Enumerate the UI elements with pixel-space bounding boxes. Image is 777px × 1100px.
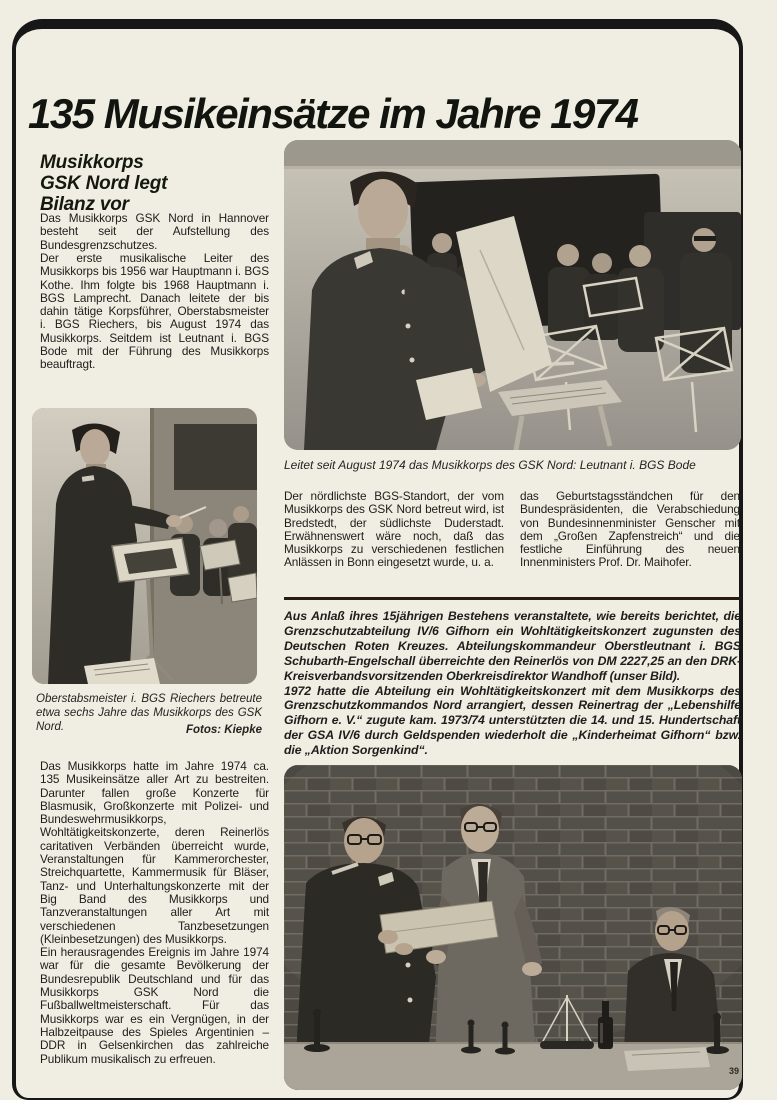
photo-riechers-illustration	[32, 408, 257, 684]
subheading-line-1: Musikkorps	[40, 151, 144, 173]
page-title: 135 Musikeinsätze im Jahre 1974	[28, 90, 638, 138]
article-subheading	[40, 152, 269, 215]
caption-top-photo: Leitet seit August 1974 das Musikkorps des GSK Nord: Leutnant i. BGS Bode	[284, 458, 696, 472]
two-column-text	[284, 490, 741, 570]
paragraph-history: Der erste musikalische Leiter des Musikkorps bis 1956 war Hauptmann i. BGS Kothe. Ihm folgte bis 1968 Hauptmann i. BGS Lamprecht. Danach leitete der bis dahin tätige Korpsführer, Oberstabsmeister i. BGS Riechers, bis August 1974 das Musikkorps. Seitdem ist Leutnant i. BGS Bode mit der Führung des Musikkorps beauftragt.	[40, 251, 269, 372]
paragraph-weltmeisterschaft: Ein herausragendes Ereignis im Jahre 1974 war für die gesamte Bevölkerung der Bundesrepublik Deutschland und für das Musikkorps GSK Nord die Fußballweltmeisterschaft. Für das Musikkorps war es ein Vergnügen, in der Halbzeitpause des Spieles Argentinien – DDR in Gelsenkirchen das zahlreiche Publikum musikalisch zu erfreuen.	[40, 945, 269, 1066]
gifhorn-feature-block	[284, 609, 741, 758]
column-standorte-right: das Geburtstagsständchen für den Bundespräsidenten, die Verabschiedung von Bundesinnenminister Genscher mit dem „Großen Zapfenstreich“ und die festliche Einführung des neuen Innenministers Prof. Dr. Maihofer.	[520, 489, 740, 570]
subheading-line-2: GSK Nord legt	[40, 172, 168, 194]
paragraphs-lower-left	[40, 760, 269, 1066]
photo-bode-conducting	[284, 140, 741, 450]
photo-presentation-illustration	[284, 765, 742, 1090]
photo-bode-illustration	[284, 140, 741, 450]
page-number: 39	[729, 1066, 740, 1076]
caption-left-text: Oberstabsmeister i. BGS Riechers betreute etwa sechs Jahre das Musikkorps des GSK Nord.	[36, 693, 262, 733]
paragraph-einsaetze: Das Musikkorps hatte im Jahre 1974 ca. 135 Musikeinsätze aller Art zu bestreiten. Darunter fallen große Konzerte für Blasmusik, Großkonzerte mit Polizei- und Bundeswehrmusikkorps, Wohltätigkeitskonzerte, deren Reinerlös caritativen Verbänden überreicht wurde, Veranstaltungen für Kammerorchester, Streichquartette, Kammermusik für Bläser, Tanz- und Unterhaltungskonzerte mit der Big Band des Musikkorps und Tanzveranstaltungen aller Art mit verschiedenen Tanzbesetzungen (Kleinbesetzungen) des Musikkorps.	[40, 759, 269, 946]
paragraph-intro: Das Musikkorps GSK Nord in Hannover besteht seit der Aufstellung des Bundesgrenzschutzes.	[40, 211, 269, 252]
column-standorte-left: Der nördlichste BGS-Standort, der vom Musikkorps des GSK Nord betreut wird, ist Bredstedt, der südlichste Duderstadt. Erwähnenswert wäre noch, daß das Musikkorps zu verschiedenen festlichen Anlässen in Bonn eingesetzt wurde, u. a.	[284, 489, 504, 570]
gifhorn-paragraph-1: Aus Anlaß ihres 15jährigen Bestehens veranstaltete, wie bereits berichtet, die Grenzschutzabteilung IV/6 Gifhorn ein Wohltätigkeitskonzert zugunsten des Deutschen Roten Kreuzes. Abteilungskommandeur Oberstleutnant i. BGS Schubarth-Engelschall überreichte den Reinerlös von DM 2227,25 an den DRK-Kreisverbandsvorsitzenden Oberkreisdirektor Wandhoff (unser Bild).	[284, 609, 741, 683]
photo-riechers-conducting	[32, 408, 257, 684]
gifhorn-paragraph-2: 1972 hatte die Abteilung ein Wohltätigkeitskonzert mit dem Musikkorps des Grenzschutzkommandos Nord arrangiert, dessen Reinertrag der „Lebenshilfe Gifhorn e. V.“ zugute kam. 1973/74 unterstützten die 14. und 15. Hundertschaft der GSA IV/6 durch Geldspenden wiederholt die „Kinderheimat Gifhorn“ bzw. die „Aktion Sorgenkind“.	[284, 683, 741, 758]
photo-check-presentation	[284, 765, 742, 1090]
section-divider-rule	[284, 597, 741, 600]
caption-left-photo	[36, 692, 262, 740]
subheading-line-3: Bilanz vor	[40, 193, 129, 215]
photo-credit: Fotos: Kiepke	[185, 724, 262, 736]
